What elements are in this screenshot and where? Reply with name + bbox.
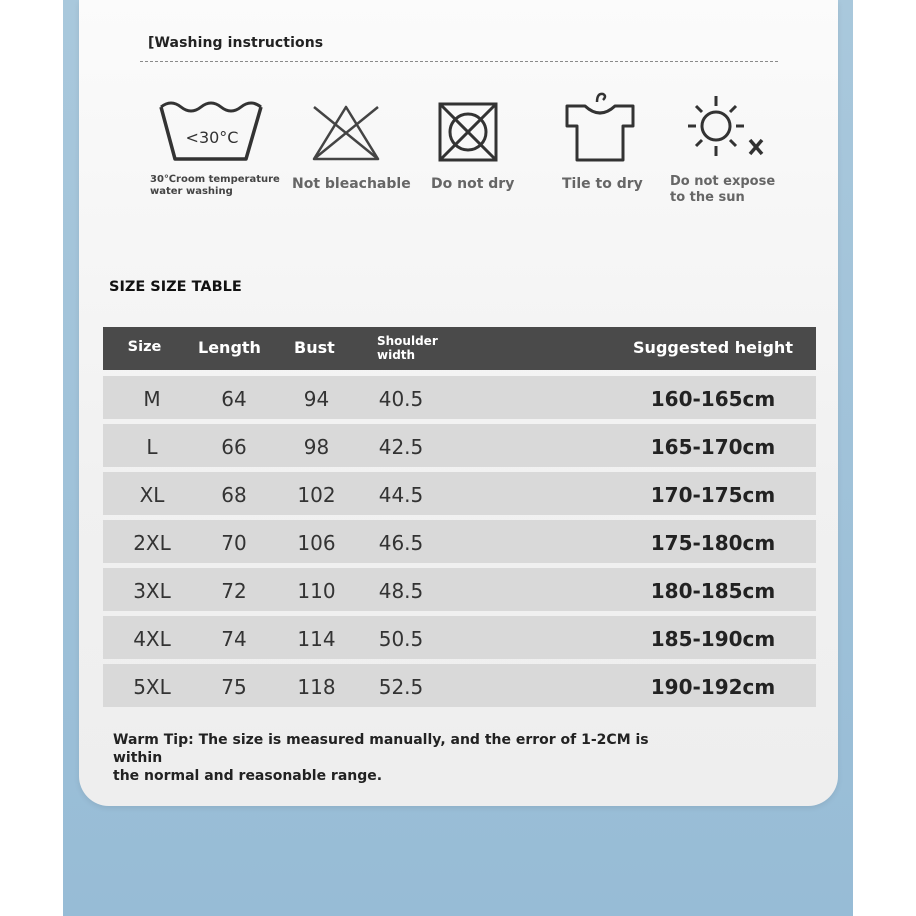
table-row xyxy=(103,520,816,563)
cell-shoulder: 44.5 xyxy=(378,483,424,507)
caption-hang-dry: Tile to dry xyxy=(562,176,643,192)
size-table-title: SIZE SIZE TABLE xyxy=(109,279,242,295)
cell-length: 66 xyxy=(221,435,247,459)
cell-shoulder: 40.5 xyxy=(378,387,424,411)
cell-length: 68 xyxy=(221,483,247,507)
cell-bust: 114 xyxy=(297,627,336,651)
caption-wash-line2: water washing xyxy=(150,186,233,197)
cell-shoulder: 52.5 xyxy=(378,675,424,699)
cell-height: 165-170cm xyxy=(650,435,776,459)
cell-bust: 102 xyxy=(297,483,336,507)
cell-height: 185-190cm xyxy=(650,627,776,651)
cell-length: 64 xyxy=(221,387,247,411)
table-row xyxy=(103,376,816,419)
no-sun-icon xyxy=(686,94,768,160)
cell-size: M xyxy=(143,387,161,411)
warm-tip-line1: Warm Tip: The size is measured manually, and the error of 1-2CM is within xyxy=(113,732,649,766)
header-size: Size xyxy=(127,339,162,355)
cell-height: 160-165cm xyxy=(650,387,776,411)
cell-height: 180-185cm xyxy=(650,579,776,603)
caption-no-sun-line2: to the sun xyxy=(670,190,745,205)
header-shoulder-line2: width xyxy=(377,348,416,362)
header-suggested-height: Suggested height xyxy=(633,338,793,357)
cell-height: 175-180cm xyxy=(650,531,776,555)
caption-wash xyxy=(150,174,280,198)
cell-shoulder: 42.5 xyxy=(378,435,424,459)
table-row xyxy=(103,568,816,611)
wash-30-icon xyxy=(158,93,264,165)
header-length: Length xyxy=(198,338,261,357)
cell-bust: 110 xyxy=(297,579,336,603)
dashed-divider xyxy=(140,61,778,62)
header-bust: Bust xyxy=(294,338,335,357)
cell-shoulder: 48.5 xyxy=(378,579,424,603)
size-table-header xyxy=(103,327,816,370)
cell-size: 2XL xyxy=(133,531,171,555)
cell-size: 3XL xyxy=(133,579,171,603)
caption-no-bleach: Not bleachable xyxy=(292,176,411,192)
cell-bust: 98 xyxy=(303,435,330,459)
cell-length: 75 xyxy=(221,675,247,699)
table-row xyxy=(103,472,816,515)
table-row xyxy=(103,664,816,707)
cell-height: 170-175cm xyxy=(650,483,776,507)
no-tumble-dry-icon xyxy=(437,101,499,163)
caption-wash-line1: 30℃room temperature xyxy=(150,174,280,185)
cell-bust: 94 xyxy=(303,387,330,411)
warm-tip xyxy=(113,731,693,785)
cell-size: L xyxy=(146,435,158,459)
cell-shoulder: 46.5 xyxy=(378,531,424,555)
cell-size: 4XL xyxy=(133,627,171,651)
cell-shoulder: 50.5 xyxy=(378,627,424,651)
warm-tip-line2: the normal and reasonable range. xyxy=(113,768,383,784)
caption-no-sun xyxy=(670,174,775,206)
header-shoulder xyxy=(377,334,438,362)
cell-height: 190-192cm xyxy=(650,675,776,699)
no-bleach-icon xyxy=(310,103,382,163)
caption-no-sun-line1: Do not expose xyxy=(670,174,776,189)
hang-dry-icon xyxy=(563,90,637,164)
caption-no-dry: Do not dry xyxy=(431,176,515,192)
wash-temp-text: <30°C xyxy=(185,128,239,147)
cell-size: 5XL xyxy=(133,675,171,699)
cell-bust: 118 xyxy=(297,675,336,699)
cell-size: XL xyxy=(139,483,165,507)
cell-bust: 106 xyxy=(297,531,336,555)
washing-instructions-title: [Washing instructions xyxy=(148,35,324,51)
table-row xyxy=(103,424,816,467)
table-row xyxy=(103,616,816,659)
cell-length: 70 xyxy=(221,531,247,555)
header-shoulder-line1: Shoulder xyxy=(377,334,438,348)
cell-length: 72 xyxy=(221,579,247,603)
cell-length: 74 xyxy=(221,627,247,651)
